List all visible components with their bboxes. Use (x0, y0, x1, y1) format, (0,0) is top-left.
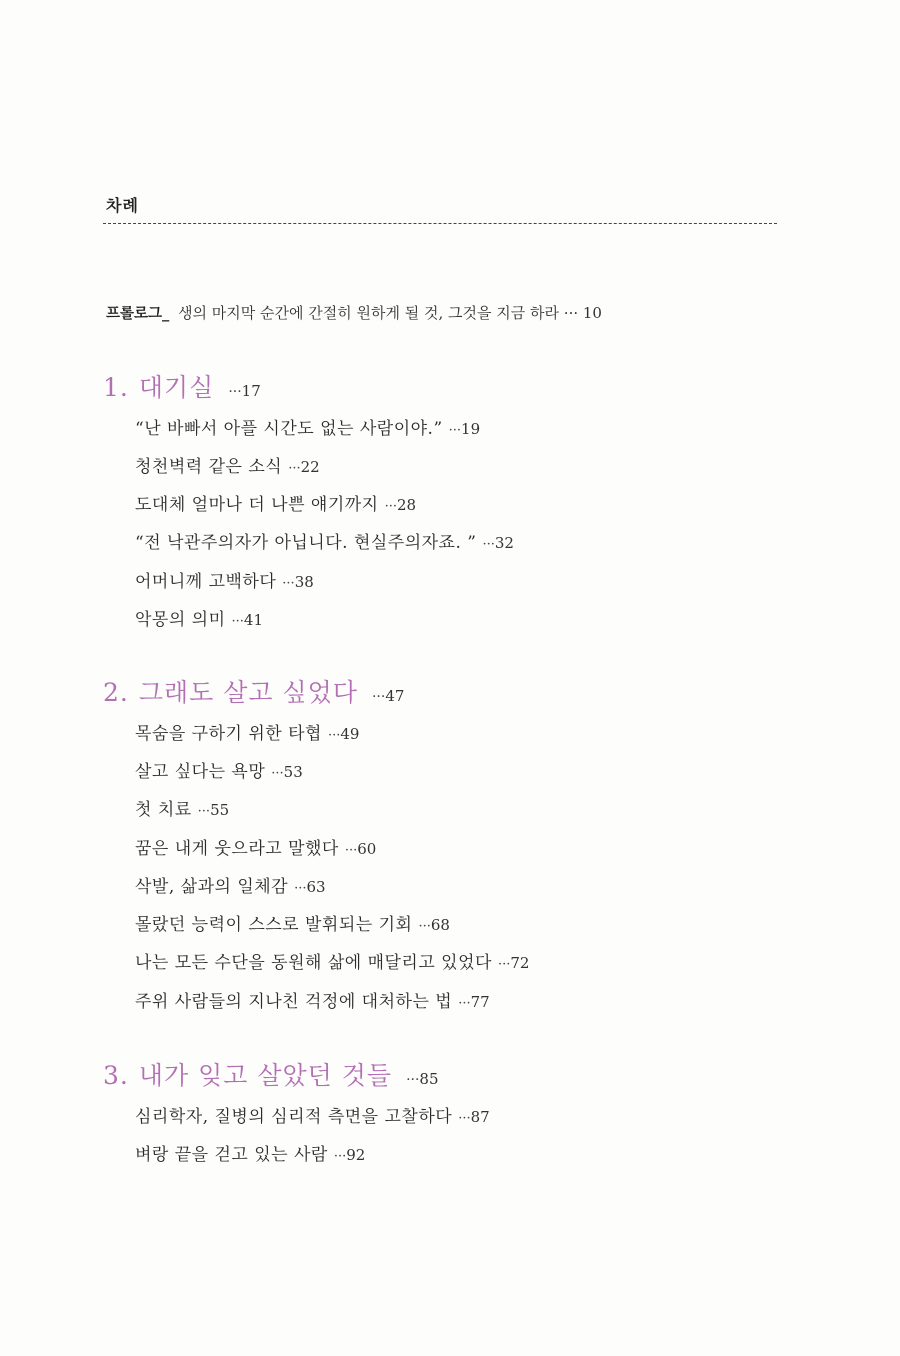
toc-title: 차례 (106, 196, 139, 215)
prologue-label: 프롤로그_ (106, 306, 170, 322)
prologue-text: 생의 마지막 순간에 간절히 원하게 될 것, 그것을 지금 하라 (178, 304, 560, 322)
entry-page-number: 49 (340, 725, 360, 743)
entry-title: 벼랑 끝을 걷고 있는 사람 (135, 1145, 328, 1165)
toc-entry (135, 452, 320, 477)
entry-leader: ··· (231, 614, 244, 629)
entry-title: “난 바빠서 아플 시간도 없는 사람이야.” (135, 419, 443, 439)
entry-page-number: 53 (283, 763, 303, 781)
chapter-leader: ··· (228, 384, 242, 400)
entry-page-number: 77 (470, 993, 490, 1011)
entry-leader: ··· (458, 1111, 471, 1126)
entry-page-number: 22 (300, 458, 320, 476)
entry-title: 몰랐던 능력이 스스로 발휘되는 기회 (135, 915, 413, 935)
chapter-leader: ··· (406, 1072, 420, 1088)
chapter-number: 3. (103, 1061, 129, 1090)
chapter-title: 대기실 (138, 373, 215, 402)
entry-page-number: 87 (470, 1108, 490, 1126)
entry-leader: ··· (384, 499, 398, 514)
chapter-1 (103, 368, 514, 630)
toc-entry (135, 910, 450, 935)
entry-leader: ··· (327, 728, 341, 743)
chapter-page-number: 17 (241, 382, 261, 400)
entry-leader: ··· (197, 804, 211, 819)
toc-entry (135, 567, 314, 592)
entry-leader: ··· (482, 537, 495, 552)
chapter-page-number: 47 (385, 687, 405, 705)
chapter-heading (103, 368, 261, 404)
entry-page-number: 72 (510, 954, 530, 972)
entry-title: 목숨을 구하기 위한 타협 (135, 724, 322, 744)
entry-leader: ··· (271, 766, 284, 781)
entry-title: 도대체 얼마나 더 나쁜 얘기까지 (135, 495, 379, 515)
entry-title: 살고 싶다는 욕망 (135, 762, 266, 782)
entry-page-number: 38 (294, 573, 314, 591)
entry-page-number: 92 (346, 1146, 366, 1164)
entry-leader: ··· (458, 996, 471, 1011)
prologue-page-number: 10 (582, 304, 602, 322)
entry-title: 주위 사람들의 지나친 걱정에 대처하는 법 (135, 992, 453, 1012)
entry-title: 청천벽력 같은 소식 (135, 457, 283, 477)
entry-page-number: 55 (210, 801, 230, 819)
prologue-entry (106, 302, 602, 323)
toc-entry (135, 1102, 490, 1127)
entry-leader: ··· (418, 919, 431, 934)
entry-title: 심리학자, 질병의 심리적 측면을 고찰하다 (135, 1107, 453, 1127)
toc-entry (135, 757, 303, 782)
toc-entry (135, 414, 480, 439)
prologue-leader: ··· (563, 304, 579, 322)
entry-leader: ··· (282, 576, 295, 591)
entry-title: 나는 모든 수단을 동원해 삶에 매달리고 있었다 (135, 953, 492, 973)
toc-entry (135, 1140, 365, 1165)
toc-entry (135, 605, 263, 630)
entry-title: 첫 치료 (135, 800, 192, 820)
chapter-2 (103, 673, 530, 1012)
toc-entry (135, 719, 359, 744)
chapter-3 (103, 1056, 490, 1165)
entry-page-number: 32 (494, 534, 514, 552)
entry-title: 삭발, 삶과의 일체감 (135, 877, 289, 897)
toc-divider (103, 223, 777, 224)
entry-page-number: 28 (397, 496, 417, 514)
entry-title: 어머니께 고백하다 (135, 572, 277, 592)
toc-entry (135, 490, 416, 515)
chapter-heading (103, 1056, 439, 1092)
entry-leader: ··· (497, 957, 511, 972)
entry-title: 꿈은 내게 웃으라고 말했다 (135, 839, 339, 859)
entry-leader: ··· (448, 423, 462, 438)
toc-entry (135, 987, 490, 1012)
entry-page-number: 41 (243, 611, 264, 629)
toc-entry (135, 795, 229, 820)
entry-page-number: 19 (461, 420, 481, 438)
chapter-number: 2. (103, 678, 129, 707)
chapter-title: 내가 잊고 살았던 것들 (138, 1061, 393, 1090)
entry-page-number: 68 (430, 916, 450, 934)
toc-entry (135, 528, 514, 553)
entry-leader: ··· (344, 843, 358, 858)
entry-leader: ··· (333, 1149, 347, 1164)
entry-title: “전 낙관주의자가 아닙니다. 현실주의자죠. ” (135, 533, 477, 553)
entry-leader: ··· (288, 461, 301, 476)
toc-entry (135, 872, 326, 897)
chapter-leader: ··· (371, 689, 386, 705)
toc-entry (135, 948, 529, 973)
chapter-heading (103, 673, 404, 709)
chapter-number: 1. (103, 373, 129, 402)
chapter-title: 그래도 살고 싶었다 (138, 678, 358, 707)
entry-title: 악몽의 의미 (135, 610, 226, 630)
entry-page-number: 63 (306, 878, 326, 896)
entry-leader: ··· (294, 881, 307, 896)
chapter-page-number: 85 (419, 1070, 439, 1088)
toc-entry (135, 834, 376, 859)
entry-page-number: 60 (357, 840, 377, 858)
